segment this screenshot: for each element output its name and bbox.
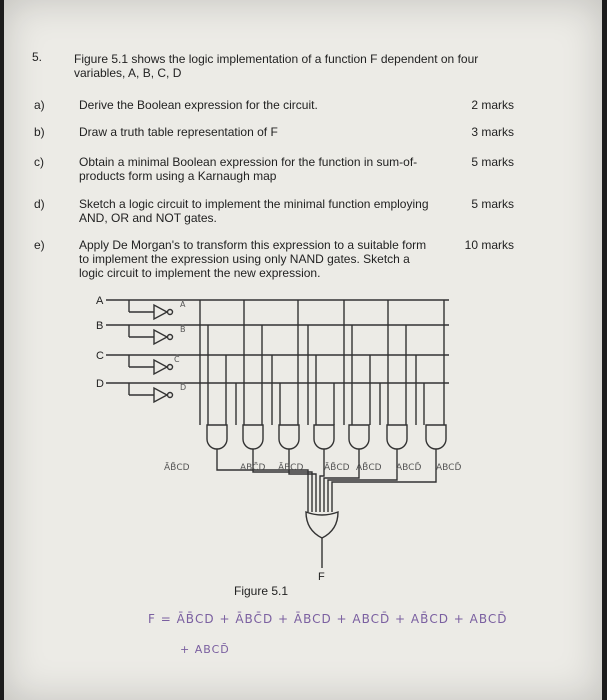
gate-term-3: ĀBCD <box>278 463 304 473</box>
and-gate-5 <box>349 425 369 449</box>
part-a-label: a) <box>34 98 45 112</box>
part-d-label: d) <box>34 197 45 211</box>
inverter-a <box>154 305 167 319</box>
inverter-label-b: B̄ <box>180 325 186 334</box>
handwritten-expression-line2: + ABCD̄ <box>180 643 230 656</box>
inverter-d <box>154 388 167 402</box>
part-b-label: b) <box>34 125 45 139</box>
part-e-label: e) <box>34 238 45 252</box>
part-d-text: Sketch a logic circuit to implement the minimal function employing AND, OR and NOT gates. <box>79 197 429 225</box>
exam-sheet <box>4 0 602 700</box>
inverter-label-d: D̄ <box>180 383 187 392</box>
part-c-text: Obtain a minimal Boolean expression for the function in sum-of-products form using a Karnaugh map <box>79 155 418 183</box>
part-a-marks: 2 marks <box>471 98 514 112</box>
part-a-text: Derive the Boolean expression for the circuit. <box>79 98 318 112</box>
and-gate-3 <box>279 425 299 449</box>
figure-caption: Figure 5.1 <box>234 584 289 598</box>
question-number: 5. <box>32 50 43 64</box>
input-label-b: B <box>96 320 104 332</box>
circuit-wires <box>106 300 449 568</box>
gate-term-2: ABC̄D <box>240 463 266 473</box>
input-label-d: D <box>96 378 104 390</box>
gate-term-5: AB̄CD <box>356 463 382 473</box>
inverter-b <box>154 330 167 344</box>
and-gate-7 <box>426 425 446 449</box>
input-label-c: C <box>96 350 104 362</box>
part-b-marks: 3 marks <box>471 125 514 139</box>
and-gate-2 <box>243 425 263 449</box>
gate-term-6: ABCD̄ <box>396 463 422 473</box>
and-gate-6 <box>387 425 407 449</box>
gate-term-7: ABCD̄ <box>436 463 462 473</box>
part-d-marks: 5 marks <box>471 197 514 211</box>
gate-term-1: ĀB̄CD <box>164 463 190 473</box>
inverter-c <box>154 360 167 374</box>
part-e-text: Apply De Morgan's to transform this expression to a suitable form to implement the expression using only NAND gates. Sketch a logic circuit to implement the new expression. <box>79 238 427 280</box>
part-e-marks: 10 marks <box>464 238 514 252</box>
output-label: F <box>318 571 325 583</box>
part-c-marks: 5 marks <box>471 155 514 169</box>
input-label-a: A <box>96 295 104 307</box>
gate-term-4: ĀB̄CD <box>324 463 350 473</box>
handwritten-expression-line1: F = ĀB̄CD + ĀBC̄D + ĀBCD + ABCD̄ + AB̄CD + ABCD̄ <box>148 612 508 626</box>
or-gate <box>306 512 338 538</box>
question-intro: Figure 5.1 shows the logic implementation of a function F dependent on four variables, A, B, C, D <box>74 52 479 80</box>
part-c-label: c) <box>34 155 44 169</box>
and-gate-4 <box>314 425 334 449</box>
inverter-label-c: C̄ <box>174 355 180 364</box>
and-gate-1 <box>207 425 227 449</box>
logic-circuit-figure <box>4 0 602 700</box>
part-b-text: Draw a truth table representation of F <box>79 125 278 139</box>
inverter-label-a: Ā <box>180 300 186 309</box>
